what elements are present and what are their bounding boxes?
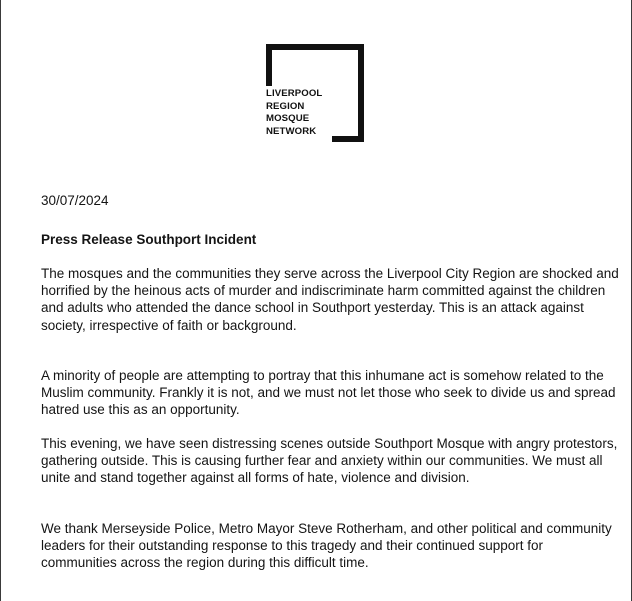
logo-line-4: NETWORK — [266, 125, 317, 137]
release-heading: Press Release Southport Incident — [41, 232, 257, 247]
logo-line-1: LIVERPOOL — [266, 88, 323, 99]
logo-line-3: MOSQUE — [266, 113, 310, 125]
lrmn-logo — [266, 44, 364, 142]
paragraph-3: This evening, we have seen distressing scenes outside Southport Mosque with angry protestors, gathering outside. This is causing further fear and anxiety within our communities. We must all unite and stand together against all forms of hate, violence and division. — [41, 436, 618, 486]
logo-line-2: REGION — [266, 100, 305, 112]
paragraph-2: A minority of people are attempting to portray that this inhumane act is somehow related to the Muslim community. Frankly it is not, and we must not let those who seek to divide us and spread hatred use this as an opportunity. — [41, 368, 616, 418]
paragraph-4: We thank Merseyside Police, Metro Mayor Steve Rotherham, and other political and community leaders for their outstanding response to this tragedy and their continued support for communities across the region during this difficult time. — [41, 521, 612, 571]
logo-wordmark — [266, 88, 322, 138]
paragraph-1: The mosques and the communities they serve across the Liverpool City Region are shocked and horrified by the heinous acts of murder and indiscriminate harm committed against the children and adults who attended the dance school in Southport yesterday. This is an attack against society, irrespective of faith or background. — [41, 266, 619, 333]
release-date: 30/07/2024 — [41, 193, 109, 208]
